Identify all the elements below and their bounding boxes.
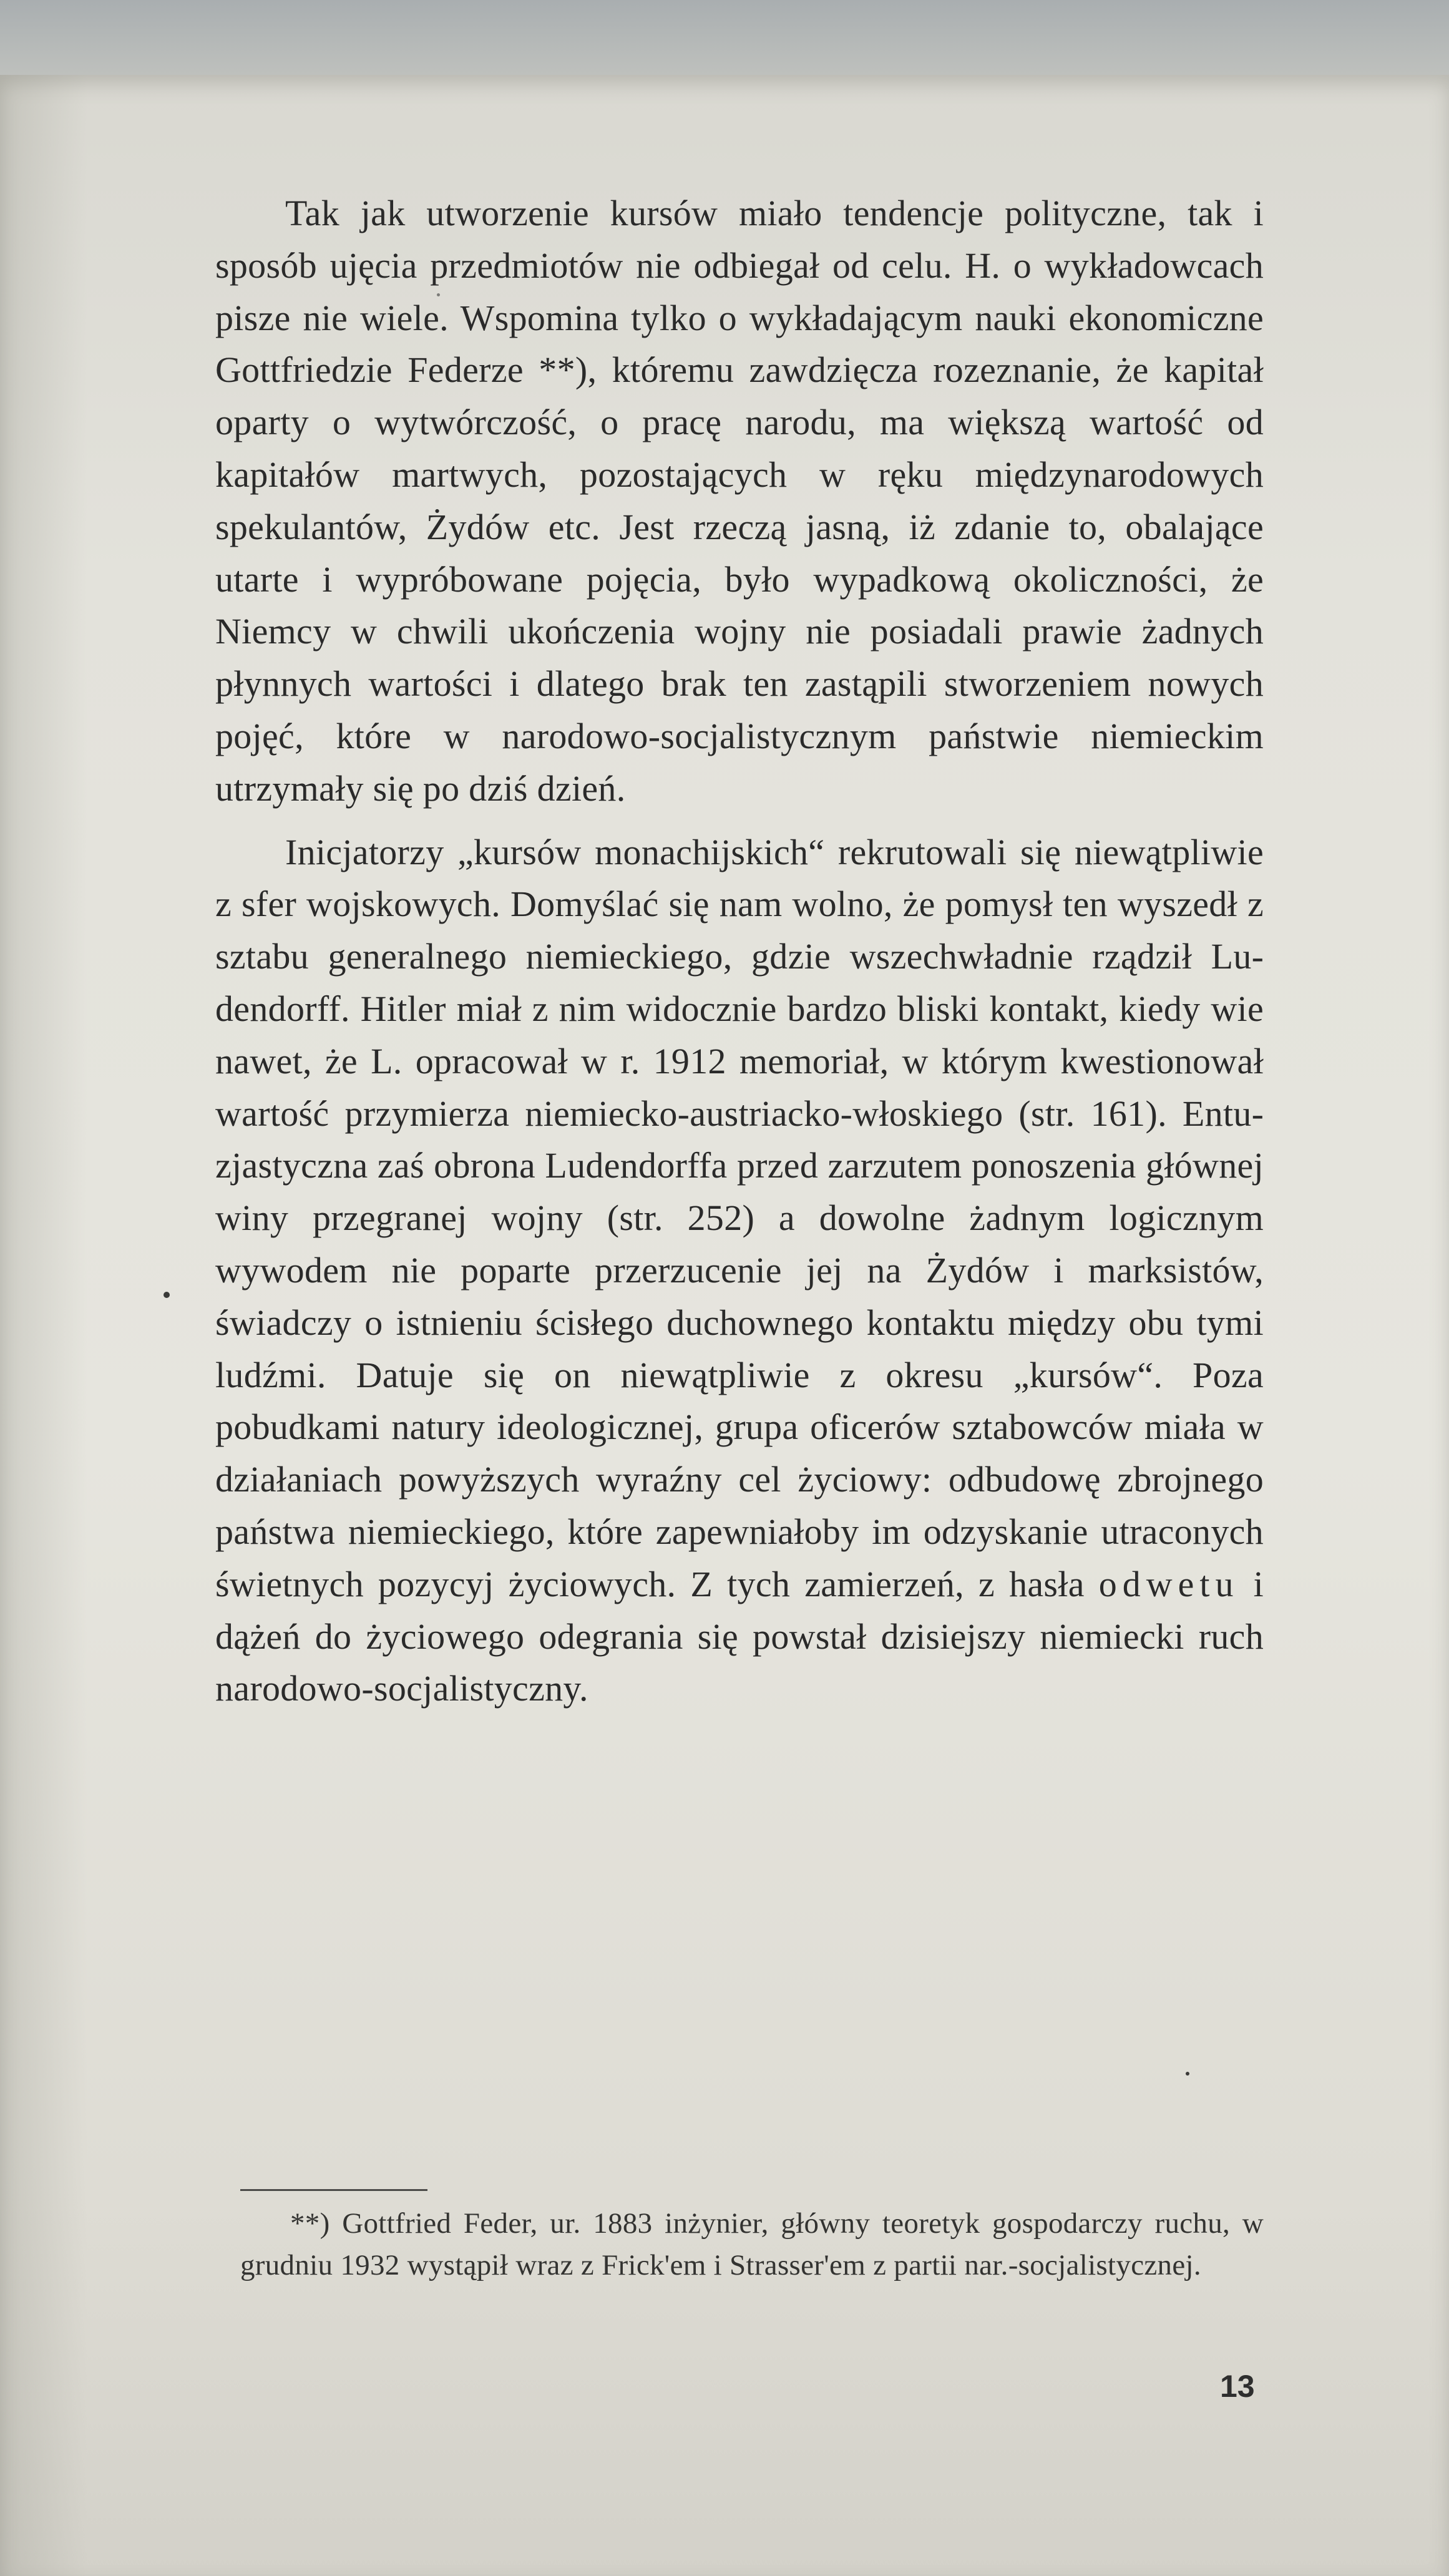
page-number: 13 <box>1220 2369 1255 2404</box>
paragraph-2-end: i dążeń do życiowego odegrania się powstał dzisiejszy niemiecki ruch narodowo-socjalistyczny. <box>215 1563 1264 1709</box>
body-text <box>215 187 1264 1715</box>
page-shadow <box>0 75 87 2576</box>
speck <box>437 293 440 296</box>
speck <box>163 1292 170 1298</box>
paragraph-2-main: Inicjatorzy „kursów monachijskich“ rekrutowali się niewątpliwie z sfer wojskowych. Domyślać się nam wolno, że pomysł ten wyszedł z sztabu generalnego niemieckiego, gdzie wszechwładnie rządził Ludendorff. Hitler miał z nim widocznie bardzo bliski kontakt, kiedy wie nawet, że L. opracował w r. 1912 memoriał, w którym kwestionował wartość przymierza niemiecko-austriacko-włoskiego (str. 161). Entuzjastyczna zaś obrona Ludendorffa przed zarzutem ponoszenia głównej winy przegranej wojny (str. 252) a dowolne żadnym logicznym wywodem nie poparte przerzucenie jej na Żydów i marksistów, świadczy o istnieniu ścisłego duchownego kontaktu między obu tymi ludźmi. Datuje się on niewątpliwie z okresu „kursów“. Poza pobudkami natury ideologicznej, grupa oficerów sztabowców miała w działaniach powyższych wyraźny cel życiowy: odbudowę zbrojnego państwa niemieckiego, które zapewniałoby im odzyskanie utraconych świetnych pozycyj życiowych. Z tych zamierzeń, z hasła <box>215 831 1264 1604</box>
paragraph-2 <box>215 826 1264 1715</box>
speck <box>1186 2072 1189 2076</box>
footnote-divider <box>240 2189 427 2191</box>
emphasis-odwetu: odwetu <box>1098 1563 1239 1604</box>
paragraph-1: Tak jak utworzenie kursów miało tendencje polityczne, tak i sposób ujęcia przedmiotów nie odbiegał od celu. H. o wykładowcach pisze nie wiele. Wspomina tylko o wykładającym nauki ekonomiczne Gottfriedzie Federze **), któremu zawdzięcza rozeznanie, że kapitał oparty o wytwórczość, o pracę narodu, ma większą wartość od kapitałów martwych, pozostających w ręku międzynarodowych spekulantów, Żydów etc. Jest rzeczą jasną, iż zdanie to, obalające utarte i wypróbowane pojęcia, było wypadkową okoliczności, że Niemcy w chwili ukończenia wojny nie posiadali prawie żadnych płynnych wartości i dlatego brak ten zastąpili stworzeniem nowych pojęć, które w narodowo-socjalistycznym państwie niemieckim utrzymały się po dziś dzień. <box>215 193 1264 809</box>
footnote: **) Gottfried Feder, ur. 1883 inżynier, główny teoretyk gospodarczy ruchu, w grudniu 1932 wystąpił wraz z Frick'em i Strasser'em z partii nar.-socjalistycznej. <box>240 2207 1264 2281</box>
